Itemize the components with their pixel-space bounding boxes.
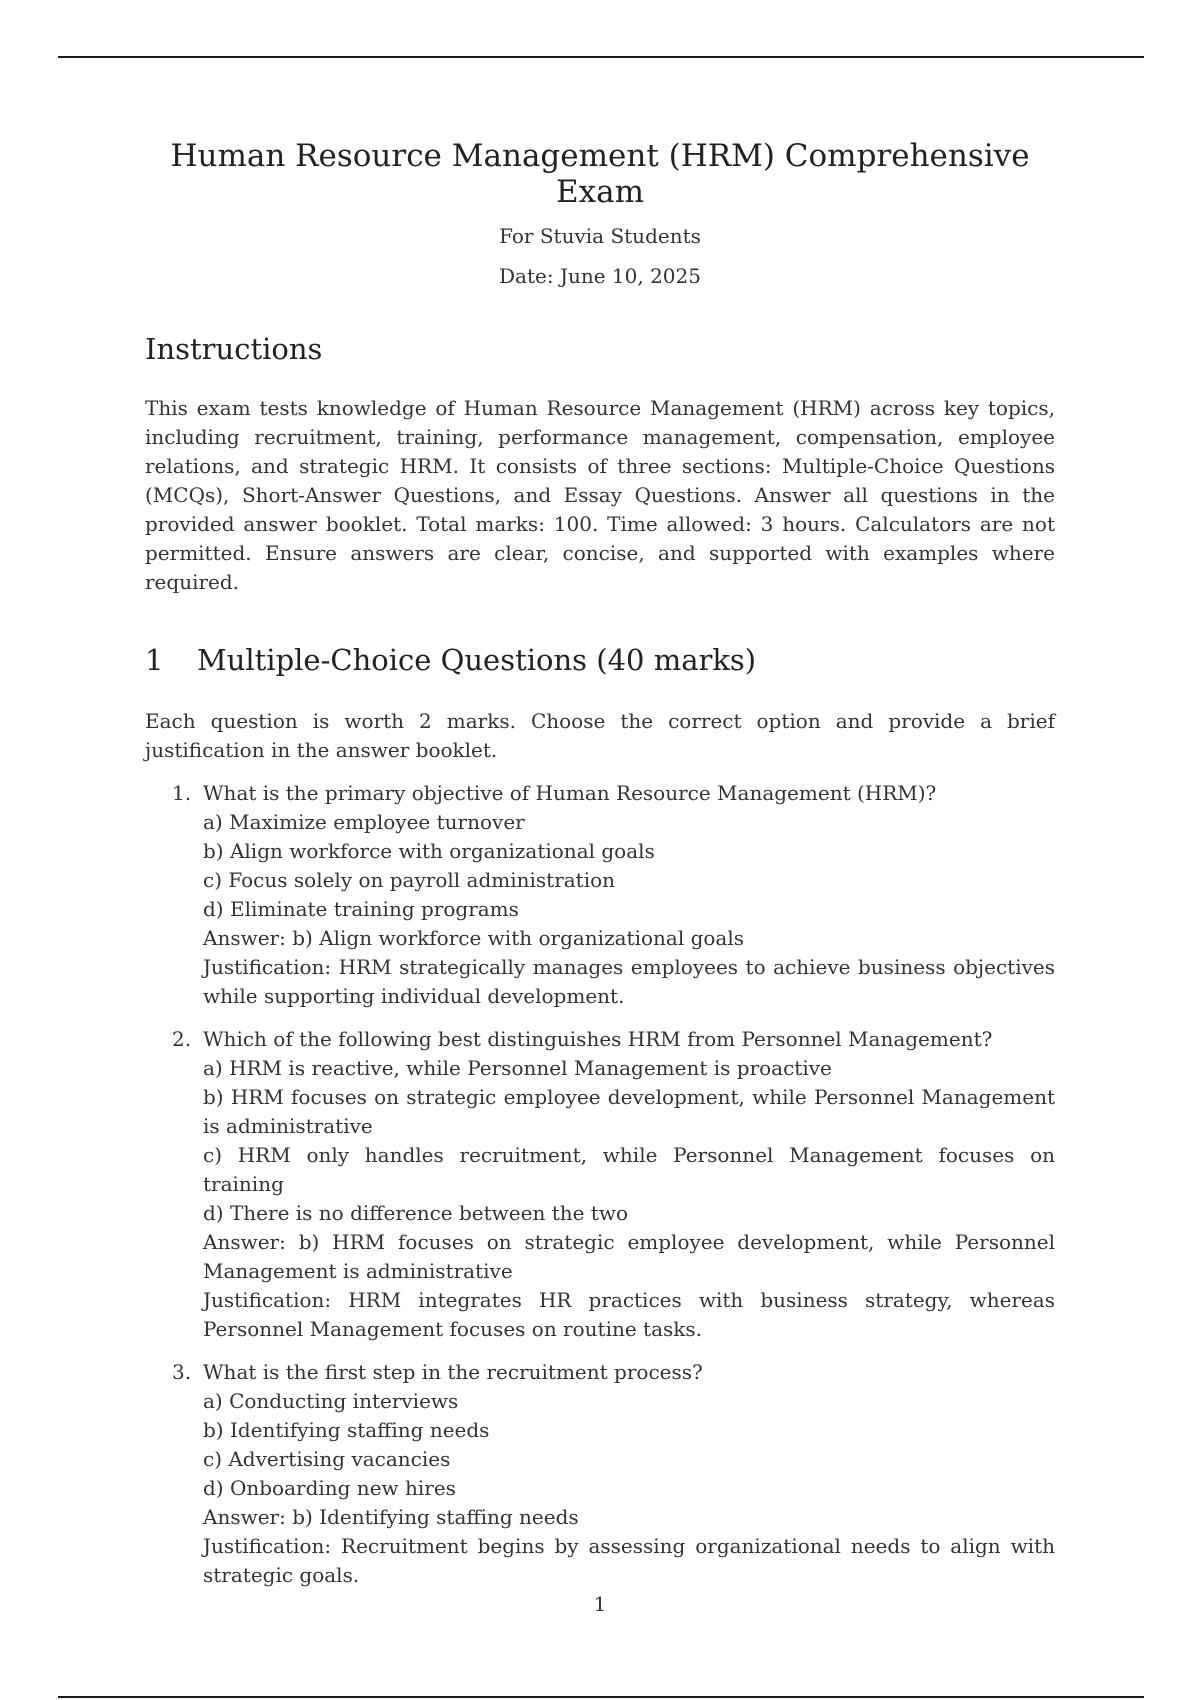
question-list: [145, 779, 1055, 1590]
question-body: [203, 1358, 1055, 1590]
question-text: What is the primary objective of Human Resource Management (HRM)?: [203, 781, 937, 805]
option-a: a) HRM is reactive, while Personnel Management is proactive: [203, 1056, 832, 1080]
question-body: [203, 1025, 1055, 1344]
document-title: Human Resource Management (HRM) Comprehensive Exam: [170, 138, 1030, 210]
option-a: a) Conducting interviews: [203, 1389, 459, 1413]
section-heading: [145, 643, 1055, 677]
question-text: Which of the following best distinguishes HRM from Personnel Management?: [203, 1027, 993, 1051]
answer-text: Answer: b) HRM focuses on strategic employee development, while Personnel Management is administrative: [203, 1230, 1055, 1283]
section-title: Multiple-Choice Questions (40 marks): [197, 643, 757, 677]
question-item: [145, 779, 1055, 1011]
question-body: [203, 779, 1055, 1011]
option-b: b) Identifying staffing needs: [203, 1418, 490, 1442]
document-subtitle: For Stuvia Students: [499, 224, 701, 248]
option-b: b) Align workforce with organizational goals: [203, 839, 655, 863]
option-c: c) Focus solely on payroll administration: [203, 868, 616, 892]
question-item: [145, 1025, 1055, 1344]
top-rule: [58, 56, 1144, 58]
question-number: 1.: [172, 781, 192, 805]
document-date: Date: June 10, 2025: [499, 264, 701, 288]
option-b: b) HRM focuses on strategic employee development, while Personnel Management is administrative: [203, 1085, 1055, 1138]
option-d: d) There is no difference between the two: [203, 1201, 628, 1225]
question-item: [145, 1358, 1055, 1590]
title-block: [145, 138, 1055, 288]
document-page: [145, 130, 1055, 1590]
page-number: 1: [593, 1592, 607, 1616]
justification-text: Justification: Recruitment begins by assessing organizational needs to align with strategic goals.: [203, 1534, 1055, 1587]
answer-text: Answer: b) Identifying staffing needs: [203, 1505, 579, 1529]
question-number: 3.: [172, 1360, 192, 1384]
section-intro: Each question is worth 2 marks. Choose the correct option and provide a brief justification in the answer booklet.: [145, 709, 1055, 762]
option-d: d) Eliminate training programs: [203, 897, 519, 921]
bottom-rule: [58, 1696, 1144, 1698]
question-text: What is the first step in the recruitment process?: [203, 1360, 703, 1384]
option-c: c) Advertising vacancies: [203, 1447, 451, 1471]
option-d: d) Onboarding new hires: [203, 1476, 456, 1500]
justification-text: Justification: HRM strategically manages employees to achieve business objectives while supporting individual development.: [203, 955, 1055, 1008]
justification-text: Justification: HRM integrates HR practices with business strategy, whereas Personnel Management focuses on routine tasks.: [203, 1288, 1055, 1341]
question-number: 2.: [172, 1027, 192, 1051]
answer-text: Answer: b) Align workforce with organizational goals: [203, 926, 744, 950]
instructions-heading: Instructions: [145, 332, 323, 366]
option-c: c) HRM only handles recruitment, while Personnel Management focuses on training: [203, 1143, 1055, 1196]
instructions-text: This exam tests knowledge of Human Resource Management (HRM) across key topics, including recruitment, training, performance management, compensation, employee relations, and strategic HRM. It consists of three sections: Multiple-Choice Questions (MCQs), Short-Answer Questions, and Essay Questions. Answer all questions in the provided answer booklet. Total marks: 100. Time allowed: 3 hours. Calculators are not permitted. Ensure answers are clear, concise, and supported with examples where required.: [145, 396, 1055, 594]
option-a: a) Maximize employee turnover: [203, 810, 525, 834]
section-number: 1: [145, 643, 164, 677]
